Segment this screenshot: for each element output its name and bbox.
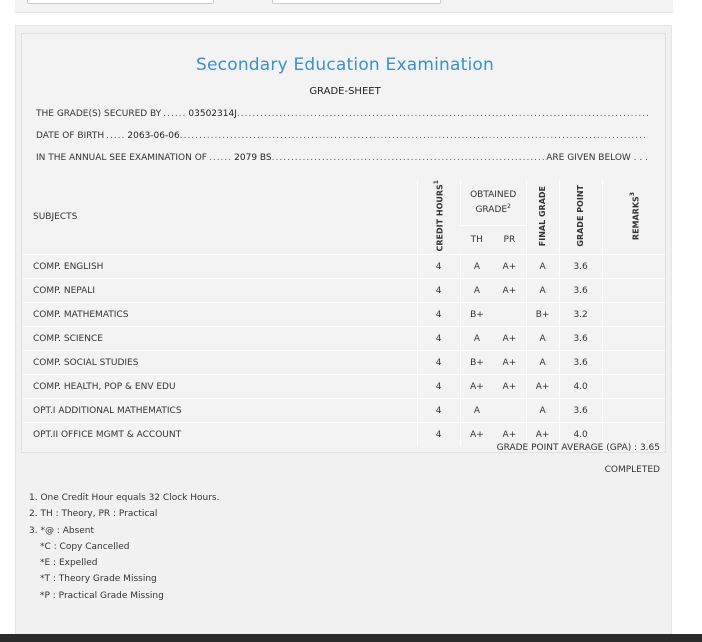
credit-cell: 4 (417, 375, 460, 399)
credit-cell: 4 (417, 327, 460, 351)
th-grade-cell: A+ (460, 423, 493, 447)
remarks-cell (602, 327, 665, 351)
subject-cell: COMP. ENGLISH (23, 255, 417, 279)
leader-dots (272, 153, 547, 163)
credit-cell: 4 (417, 255, 460, 279)
info-tail: ARE GIVEN BELOW . . . (546, 153, 648, 163)
footnotes (29, 490, 219, 604)
symbol-number: 03502314J (188, 109, 237, 119)
info-label: IN THE ANNUAL SEE EXAMINATION OF (36, 153, 207, 163)
remarks-cell (602, 303, 665, 327)
pr-grade-cell: A+ (493, 351, 526, 375)
grade-point-cell: 3.6 (559, 255, 602, 279)
grade-point-cell: 4.0 (559, 375, 602, 399)
header-credit-hours: CREDIT HOURS$^1$ (417, 180, 460, 255)
exam-title: Secondary Education Examination (196, 55, 494, 75)
grade-point-cell: 3.6 (559, 351, 602, 375)
footnote: *P : Practical Grade Missing (40, 590, 164, 601)
header-th: TH (460, 226, 493, 255)
final-grade-cell: A (526, 399, 559, 423)
header-obtained-grade: OBTAINED GRADE$^2$ (460, 180, 526, 226)
footnote: *E : Expelled (40, 558, 98, 569)
subject-cell: COMP. SOCIAL STUDIES (23, 351, 417, 375)
pr-grade-cell: A+ (493, 279, 526, 303)
header-pr: PR (493, 226, 526, 255)
th-grade-cell: A (460, 327, 493, 351)
credit-cell: 4 (417, 351, 460, 375)
credit-cell: 4 (417, 423, 460, 447)
footnote: *T : Theory Grade Missing (40, 574, 157, 585)
table-row (23, 399, 665, 423)
info-line-symbol (36, 109, 648, 119)
table-row (23, 327, 665, 351)
grade-point-cell: 4.0 (559, 423, 602, 447)
final-grade-cell: A (526, 351, 559, 375)
table-row (23, 255, 665, 279)
remarks-cell (602, 351, 665, 375)
taskbar (0, 634, 702, 642)
remarks-cell (602, 399, 665, 423)
subject-cell: OPT.I ADDITIONAL MATHEMATICS (23, 399, 417, 423)
subject-cell: OPT.II OFFICE MGMT & ACCOUNT (23, 423, 417, 447)
final-grade-cell: A (526, 327, 559, 351)
th-grade-cell: A+ (460, 375, 493, 399)
date-of-birth: 2063-06-06 (127, 131, 180, 141)
subject-cell: COMP. HEALTH, POP & ENV EDU (23, 375, 417, 399)
footnote: *C : Copy Cancelled (40, 541, 130, 552)
subject-cell: COMP. MATHEMATICS (23, 303, 417, 327)
table-row (23, 303, 665, 327)
header-grade-point: GRADE POINT (559, 180, 602, 255)
leader-dots (237, 109, 648, 119)
grade-point-cell: 3.6 (559, 327, 602, 351)
sheet-title: GRADE-SHEET (309, 86, 381, 97)
table-row (23, 351, 665, 375)
grade-point-cell: 3.2 (559, 303, 602, 327)
pr-grade-cell: A+ (493, 255, 526, 279)
footnote: 3. *@ : Absent (29, 525, 95, 536)
grade-point-cell: 3.6 (559, 399, 602, 423)
table-row (23, 279, 665, 303)
footnote: 2. TH : Theory, PR : Practical (29, 509, 158, 520)
info-leader: ..... (106, 131, 126, 141)
info-line-exam (36, 153, 648, 163)
grade-point-cell: 3.6 (559, 279, 602, 303)
final-grade-cell: A (526, 255, 559, 279)
credit-cell: 4 (417, 279, 460, 303)
gpa-summary: GRADE POINT AVERAGE (GPA) : 3.65 (496, 443, 660, 453)
exam-year: 2079 BS (234, 153, 272, 163)
top-form-strip (15, 0, 673, 13)
final-grade-cell: A+ (526, 423, 559, 447)
credit-cell: 4 (417, 303, 460, 327)
th-grade-cell: A (460, 279, 493, 303)
final-grade-cell: A (526, 279, 559, 303)
pr-grade-cell: A+ (493, 327, 526, 351)
subject-cell: COMP. NEPALI (23, 279, 417, 303)
table-row (23, 375, 665, 399)
info-leader: ...... (163, 109, 187, 119)
th-grade-cell: A (460, 399, 493, 423)
footnote: 1. One Credit Hour equals 32 Clock Hours. (29, 493, 220, 503)
subject-cell: COMP. SCIENCE (23, 327, 417, 351)
info-label: THE GRADE(S) SECURED BY (36, 109, 162, 119)
th-grade-cell: B+ (460, 303, 493, 327)
header-final-grade: FINAL GRADE (526, 180, 559, 255)
grade-table (23, 180, 665, 446)
grade-table-wrap (23, 180, 665, 446)
remarks-cell (602, 255, 665, 279)
pr-grade-cell: A+ (493, 375, 526, 399)
info-line-dob (36, 131, 648, 141)
header-subjects: SUBJECTS (23, 180, 417, 255)
final-grade-cell: A+ (526, 375, 559, 399)
top-input-field[interactable] (27, 0, 214, 4)
remarks-cell (602, 279, 665, 303)
pr-grade-cell: A+ (493, 423, 526, 447)
result-status: COMPLETED (604, 465, 660, 475)
top-input-field[interactable] (272, 0, 441, 4)
th-grade-cell: A (460, 255, 493, 279)
info-leader: ...... (208, 153, 233, 163)
th-grade-cell: B+ (460, 351, 493, 375)
remarks-cell (602, 375, 665, 399)
header-remarks: REMARKS$^3$ (602, 180, 665, 255)
leader-dots (180, 131, 648, 141)
pr-grade-cell (493, 303, 526, 327)
final-grade-cell: B+ (526, 303, 559, 327)
credit-cell: 4 (417, 399, 460, 423)
pr-grade-cell (493, 399, 526, 423)
info-label: DATE OF BIRTH (36, 131, 105, 141)
